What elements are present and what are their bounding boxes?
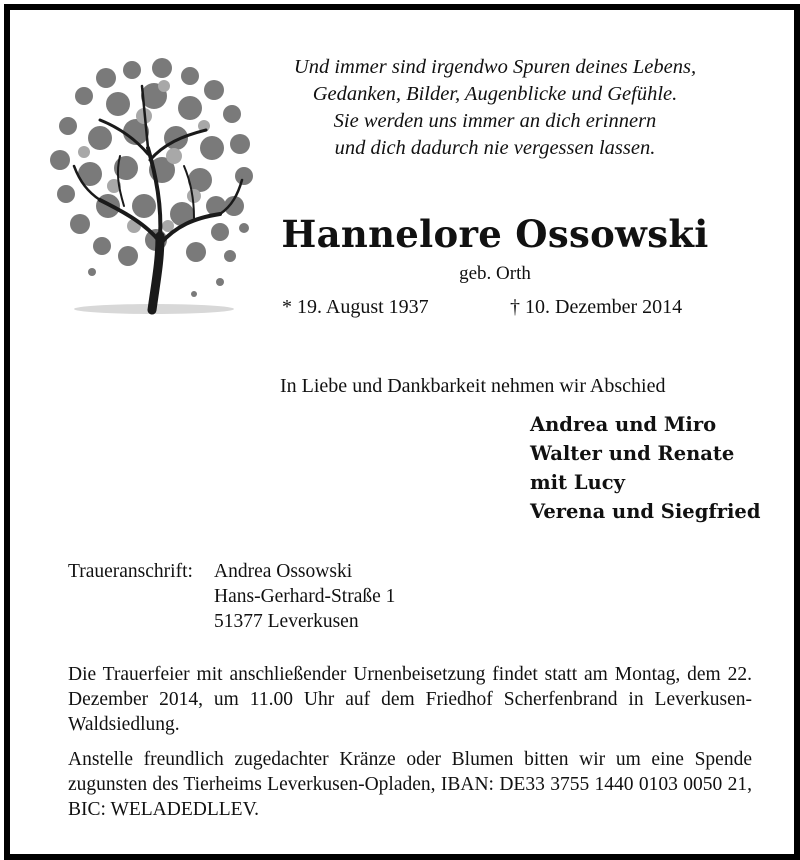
address-line: 51377 Leverkusen (214, 611, 359, 632)
address-line: Andrea Ossowski (214, 561, 353, 582)
family-member: Walter und Renate (530, 442, 735, 465)
ceremony-paragraph: Die Trauerfeier mit anschließender Urnenbeisetzung findet statt am Montag, dem 22. Dezember 2014, um 11.00 Uhr auf dem Friedhof Scherfenbrand in Leverkusen-Waldsiedlung. (68, 664, 752, 735)
poem-line: Und immer sind irgendwo Spuren deines Lebens, (293, 56, 697, 78)
donation-paragraph: Anstelle freundlich zugedachter Kränze oder Blumen bitten wir um eine Spende zugunsten des Tierheims Leverkusen-Opladen, IBAN: DE33 3755 1440 0103 0050 21, BIC: WELADEDLLEV. (68, 749, 752, 820)
address-label: Traueranschrift: (68, 561, 193, 582)
poem-line: Gedanken, Bilder, Augenblicke und Gefühle. (312, 83, 678, 105)
family-member: mit Lucy (530, 471, 625, 494)
address-lines (214, 559, 395, 634)
poem-line: Sie werden uns immer an dich erinnern (333, 110, 657, 132)
family-member: Verena und Siegfried (530, 500, 761, 523)
family-list (530, 410, 760, 526)
family-member: Andrea und Miro (530, 413, 717, 436)
deceased-name: Hannelore Ossowski (281, 212, 709, 256)
birth-date: * 19. August 1937 (282, 296, 429, 318)
farewell-line: In Liebe und Dankbarkeit nehmen wir Abschied (280, 375, 666, 397)
poem-line: und dich dadurch nie vergessen lassen. (334, 137, 656, 159)
autumn-tree-icon (44, 56, 264, 318)
death-date: † 10. Dezember 2014 (510, 296, 683, 318)
memorial-poem (240, 54, 750, 162)
maiden-name: geb. Orth (459, 263, 531, 284)
address-line: Hans-Gerhard-Straße 1 (214, 586, 396, 607)
obituary-frame (4, 4, 800, 860)
